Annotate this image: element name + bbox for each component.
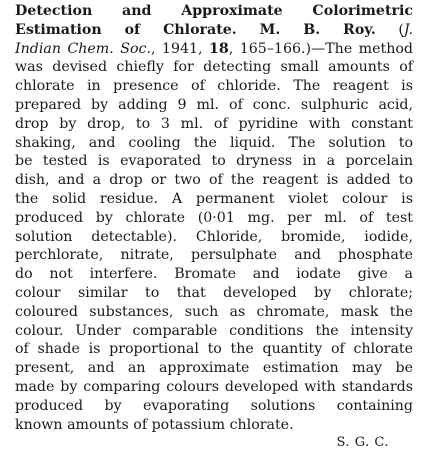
text-run: was devised chiefly for detecting small amounts of [15, 59, 413, 76]
text-run: perchlorate, nitrate, persulphate and phosphate [15, 247, 413, 264]
text-run: the solid residue. A permanent violet colour is [15, 190, 413, 207]
abstract-line [15, 21, 413, 40]
abstract-line [15, 58, 413, 77]
abstract-line [15, 115, 413, 134]
abstract-line [15, 397, 413, 416]
abstract-line [15, 340, 413, 359]
abstract-line [15, 40, 413, 59]
abstract-line [15, 190, 413, 209]
text-run: coloured substances, such as chromate, mask the [15, 303, 413, 320]
text-run: shaking, and cooling the liquid. The solution to [15, 134, 413, 151]
text-run: do not interfere. Bromate and iodate give a [15, 266, 413, 283]
abstract-line [15, 284, 413, 303]
abstract-line [15, 171, 413, 190]
italic-text: J. [403, 21, 413, 38]
abstract-line [15, 246, 413, 265]
text-run: of shade is proportional to the quantity of chlorate [15, 341, 413, 358]
abstract-line [15, 152, 413, 171]
text-run: , 165–166.)—The method [228, 40, 413, 57]
text-run: dish, and a drop or two of the reagent is added to [15, 172, 413, 189]
text-run: produced by chlorate (0·01 mg. per ml. of test [15, 209, 413, 226]
bold-text: 18 [209, 40, 229, 57]
abstract-line [15, 416, 413, 435]
abstract-line [15, 96, 413, 115]
text-run: chlorate in presence of chloride. The reagent is [15, 78, 413, 95]
abstract-line [15, 322, 413, 341]
text-run: prepared by adding 9 ml. of conc. sulphuric acid, [15, 96, 413, 113]
italic-text: Indian Chem. Soc. [15, 40, 151, 57]
text-run: produced by evaporating solutions containing [15, 397, 413, 414]
text-run: known amounts of potassium chlorate. [15, 416, 294, 433]
abstract-body [15, 2, 413, 434]
abstract-line [15, 77, 413, 96]
bold-text: Estimation of Chlorate. M. B. Roy. [15, 21, 376, 38]
text-run: colour. Under comparable conditions the intensity [15, 322, 413, 339]
abstract-entry [15, 2, 413, 453]
text-run: made by comparing colours developed with standards [15, 378, 413, 395]
text-run: be tested is evaporated to dryness in a porcelain [15, 153, 413, 170]
abstract-line [15, 134, 413, 153]
text-run: colour similar to that developed by chlorate; [15, 284, 413, 301]
abstract-signature: S. G. C. [336, 435, 389, 451]
bold-text: Detection and Approximate Colorimetric [15, 3, 413, 19]
abstract-line [15, 228, 413, 247]
text-run: , 1941, [150, 40, 210, 57]
text-run: solution detectable). Chloride, bromide, iodide, [15, 228, 413, 245]
abstract-line [15, 303, 413, 322]
abstract-line [15, 378, 413, 397]
text-run: present, and an approximate estimation may be [15, 360, 413, 377]
abstract-line [15, 265, 413, 284]
abstract-line [15, 359, 413, 378]
abstract-line [15, 209, 413, 228]
text-run: ( [375, 21, 404, 38]
text-run: drop by drop, to 3 ml. of pyridine with constant [15, 115, 413, 132]
abstract-line [15, 2, 413, 21]
